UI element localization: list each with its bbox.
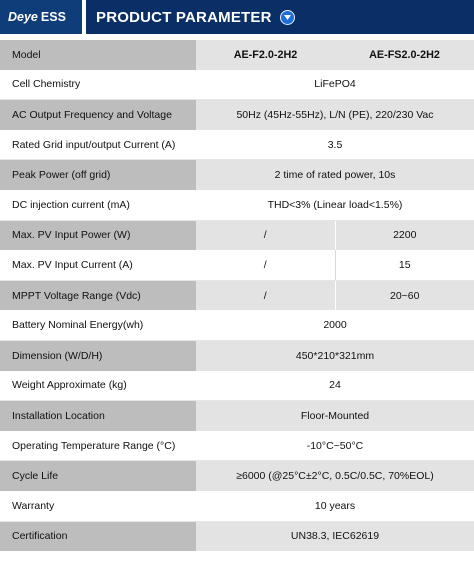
row-value: 3.5 <box>196 130 474 160</box>
row-value: ≥6000 (@25°C±2°C, 0.5C/0.5C, 70%EOL) <box>196 461 474 491</box>
row-label: Max. PV Input Current (A) <box>0 250 196 280</box>
row-value: 2 time of rated power, 10s <box>196 160 474 190</box>
model-col1: AE-F2.0-2H2 <box>196 40 335 70</box>
table-row <box>0 190 474 220</box>
row-col1: / <box>196 280 335 310</box>
title-bar <box>86 0 474 34</box>
row-value: Floor-Mounted <box>196 401 474 431</box>
chevron-down-icon <box>280 10 295 25</box>
row-value: 10 years <box>196 491 474 521</box>
row-value: THD<3% (Linear load<1.5%) <box>196 190 474 220</box>
brand-logo <box>0 0 82 34</box>
row-label: Max. PV Input Power (W) <box>0 220 196 250</box>
row-value: 2000 <box>196 310 474 340</box>
row-value: 450*210*321mm <box>196 340 474 370</box>
row-label: Cycle Life <box>0 461 196 491</box>
row-value: 50Hz (45Hz-55Hz), L/N (PE), 220/230 Vac <box>196 100 474 130</box>
row-label: Weight Approximate (kg) <box>0 371 196 401</box>
row-label: Warranty <box>0 491 196 521</box>
row-label: Battery Nominal Energy(wh) <box>0 310 196 340</box>
row-value: 24 <box>196 371 474 401</box>
table-row <box>0 371 474 401</box>
model-label: Model <box>0 40 196 70</box>
row-label: Peak Power (off grid) <box>0 160 196 190</box>
row-label: Dimension (W/D/H) <box>0 340 196 370</box>
table-header-row <box>0 40 474 70</box>
table-row <box>0 491 474 521</box>
row-value: UN38.3, IEC62619 <box>196 521 474 551</box>
row-label: DC injection current (mA) <box>0 190 196 220</box>
table-row <box>0 250 474 280</box>
row-label: AC Output Frequency and Voltage <box>0 100 196 130</box>
parameter-table <box>0 40 474 551</box>
table-row <box>0 401 474 431</box>
row-col2: 2200 <box>335 220 474 250</box>
table-row <box>0 340 474 370</box>
row-label: Rated Grid input/output Current (A) <box>0 130 196 160</box>
row-col2: 15 <box>335 250 474 280</box>
brand-name: Deye <box>8 10 38 24</box>
row-value: -10°C~50°C <box>196 431 474 461</box>
page-header <box>0 0 474 34</box>
row-col1: / <box>196 250 335 280</box>
row-value: LiFePO4 <box>196 70 474 100</box>
model-col2: AE-FS2.0-2H2 <box>335 40 474 70</box>
table-row <box>0 130 474 160</box>
row-label: Installation Location <box>0 401 196 431</box>
table-row <box>0 220 474 250</box>
table-row <box>0 100 474 130</box>
table-row <box>0 521 474 551</box>
row-label: Certification <box>0 521 196 551</box>
row-col1: / <box>196 220 335 250</box>
table-row <box>0 310 474 340</box>
row-col2: 20~60 <box>335 280 474 310</box>
table-row <box>0 461 474 491</box>
brand-suffix: ESS <box>40 10 66 24</box>
table-row <box>0 280 474 310</box>
table-row <box>0 160 474 190</box>
row-label: Cell Chemistry <box>0 70 196 100</box>
table-row <box>0 431 474 461</box>
row-label: MPPT Voltage Range (Vdc) <box>0 280 196 310</box>
row-label: Operating Temperature Range (°C) <box>0 431 196 461</box>
page-title: PRODUCT PARAMETER <box>96 8 272 26</box>
table-row <box>0 70 474 100</box>
